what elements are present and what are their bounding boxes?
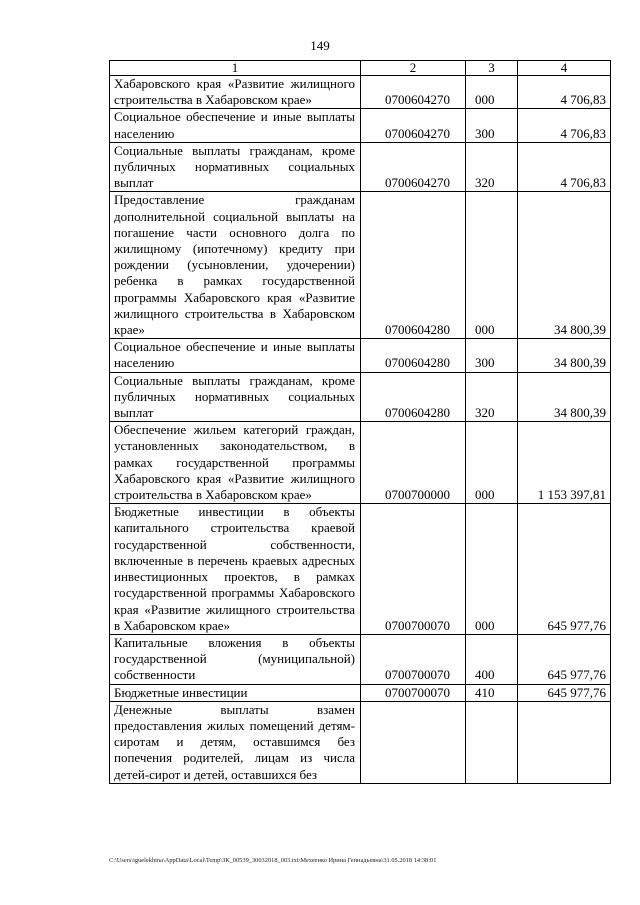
row-name: Денежные выплаты взамен предоставления жилых помещений детям-сиротам и детям, оставшимся без попечения родителей, лицам из числа детей-сирот и детей, оставшихся без (110, 701, 361, 783)
row-type: 300 (466, 339, 518, 372)
table-row (110, 504, 611, 635)
column-header-code: 2 (361, 61, 466, 76)
row-code: 0700700070 (361, 504, 466, 635)
row-name: Предоставление гражданам дополнительной социальной выплаты на погашение части основного долга по жилищному (ипотечному) кредиту при рождении (усыновлении, удочерении) ребенка в рамках государственной программы Хабаровского края «Развитие жилищного строительства в Хабаровском крае» (110, 192, 361, 339)
row-type: 000 (466, 192, 518, 339)
row-type: 000 (466, 504, 518, 635)
row-type: 300 (466, 109, 518, 142)
row-amount: 4 706,83 (518, 109, 611, 142)
row-amount: 645 977,76 (518, 684, 611, 701)
table-row (110, 372, 611, 422)
table-header-row (110, 61, 611, 76)
row-type: 320 (466, 142, 518, 192)
row-code: 0700604280 (361, 372, 466, 422)
table-row (110, 339, 611, 372)
table-row (110, 701, 611, 783)
document-footer-path: C:\Users\iguelekhina\AppData\Local\Temp\ЗК_00539_30032018_003.txt\Мехеенко Ирина Геннадьевна\31.05.2018 14:38:01 (109, 857, 437, 864)
row-name: Социальные выплаты гражданам, кроме публичных нормативных социальных выплат (110, 372, 361, 422)
row-amount: 4 706,83 (518, 76, 611, 109)
row-code: 0700700070 (361, 684, 466, 701)
row-name: Бюджетные инвестиции (110, 684, 361, 701)
row-name: Хабаровского края «Развитие жилищного строительства в Хабаровском крае» (110, 76, 361, 109)
row-amount: 34 800,39 (518, 372, 611, 422)
row-amount: 645 977,76 (518, 504, 611, 635)
row-amount: 4 706,83 (518, 142, 611, 192)
row-name: Бюджетные инвестиции в объекты капитального строительства краевой государственной собственности, включенные в перечень краевых адресных инвестиционных проектов, в рамках государственной программы Хабаровского края «Развитие жилищного строительства в Хабаровском крае» (110, 504, 361, 635)
row-code: 0700604280 (361, 339, 466, 372)
row-name: Социальное обеспечение и иные выплаты населению (110, 109, 361, 142)
row-name: Социальное обеспечение и иные выплаты населению (110, 339, 361, 372)
row-amount: 645 977,76 (518, 634, 611, 684)
table-row (110, 109, 611, 142)
row-type: 400 (466, 634, 518, 684)
column-header-name: 1 (110, 61, 361, 76)
page-number: 149 (310, 38, 330, 53)
row-type: 000 (466, 76, 518, 109)
row-amount: 34 800,39 (518, 192, 611, 339)
row-type (466, 701, 518, 783)
table-row (110, 634, 611, 684)
row-code: 0700700070 (361, 634, 466, 684)
row-type: 000 (466, 422, 518, 504)
row-code: 0700604270 (361, 142, 466, 192)
table-row (110, 142, 611, 192)
table-row (110, 422, 611, 504)
row-amount: 34 800,39 (518, 339, 611, 372)
budget-table (109, 60, 611, 784)
table-row (110, 76, 611, 109)
row-name: Обеспечение жильем категорий граждан, установленных законодательством, в рамках государственной программы Хабаровского края «Развитие жилищного строительства в Хабаровском крае» (110, 422, 361, 504)
table-row (110, 192, 611, 339)
row-code: 0700604270 (361, 109, 466, 142)
row-type: 410 (466, 684, 518, 701)
row-code (361, 701, 466, 783)
row-code: 0700604270 (361, 76, 466, 109)
row-name: Капитальные вложения в объекты государственной (муниципальной) собственности (110, 634, 361, 684)
row-type: 320 (466, 372, 518, 422)
row-amount (518, 701, 611, 783)
column-header-amount: 4 (518, 61, 611, 76)
column-header-type: 3 (466, 61, 518, 76)
row-name: Социальные выплаты гражданам, кроме публичных нормативных социальных выплат (110, 142, 361, 192)
row-code: 0700604280 (361, 192, 466, 339)
table-row (110, 684, 611, 701)
row-amount: 1 153 397,81 (518, 422, 611, 504)
row-code: 0700700000 (361, 422, 466, 504)
